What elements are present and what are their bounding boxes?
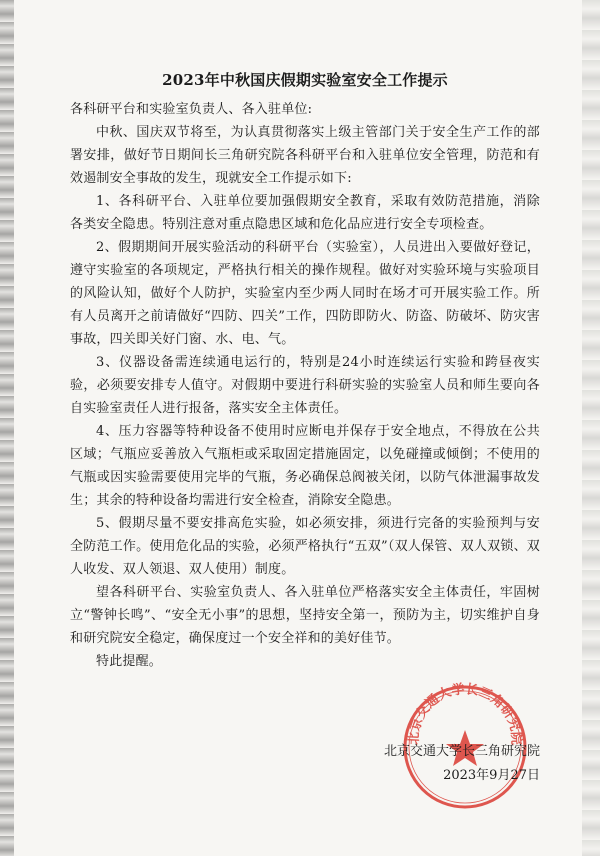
item-4: 4、压力容器等特种设备不使用时应断电并保存于安全地点，不得放在公共区域；气瓶应妥善放入气瓶柜或采取固定措施固定，以免碰撞或倾倒；不使用的气瓶或因实验需要使用完毕的气瓶，务必确保总阀被关闭，以防气体泄漏事故发生；其余的特种设备均需进行安全检查，消除安全隐患。 — [70, 424, 540, 508]
item-1: 1、各科研平台、入驻单位要加强假期安全教育，采取有效防范措施，消除各类安全隐患。特别注意对重点隐患区域和危化品应进行安全专项检查。 — [70, 194, 540, 232]
seal-text: 北京交通大学长三角研究院 — [406, 682, 524, 746]
document-title: 2023年中秋国庆假期实验室安全工作提示 — [162, 71, 448, 89]
intro-paragraph: 中秋、国庆双节将至，为认真贯彻落实上级主管部门关于安全生产工作的部署安排，做好节日期间长三角研究院各科研平台和入驻单位安全管理，防范和有效遏制安全事故的发生，现就安全工作提示如下: — [70, 125, 540, 186]
salutation: 各科研平台和实验室负责人、各入驻单位: — [70, 102, 313, 117]
signature-block — [370, 740, 540, 788]
signature-org: 北京交通大学长三角研究院 — [383, 744, 540, 759]
scan-edge-right — [582, 0, 600, 856]
item-5: 5、假期尽量不要安排高危实验，如必须安排，须进行完备的实验预判与安全防范工作。使用危化品的实验，必须严格执行“五双”（双人保管、双人双锁、双人收发、双人领退、双人使用）制度。 — [70, 516, 540, 577]
notice-line: 特此提醒。 — [96, 654, 163, 669]
scan-edge-left — [0, 0, 14, 856]
signature-date: 2023年9月27日 — [443, 768, 540, 783]
document-body — [70, 68, 540, 673]
item-2: 2、假期期间开展实验活动的科研平台（实验室），人员进出入要做好登记，遵守实验室的各项规定，严格执行相关的操作规程。做好对实验环境与实验项目的风险认知，做好个人防护，实验室内至少两人同时在场才可开展实验工作。所有人员离开之前请做好“四防、四关”工作，四防即防火、防盗、防破坏、防灾害事故，四关即关好门窗、水、电、气。 — [70, 240, 540, 347]
closing-paragraph: 望各科研平台、实验室负责人、各入驻单位严格落实安全主体责任，牢固树立“警钟长鸣”、“安全无小事”的思想，坚持安全第一，预防为主，切实维护自身和研究院安全稳定，确保度过一个安全祥和的美好佳节。 — [70, 585, 540, 646]
item-3: 3、仪器设备需连续通电运行的，特别是24小时连续运行实验和跨昼夜实验，必须要安排专人值守。对假期中要进行科研实验的实验室人员和师生要向各自实验室责任人进行报备，落实安全主体责任。 — [70, 355, 540, 416]
